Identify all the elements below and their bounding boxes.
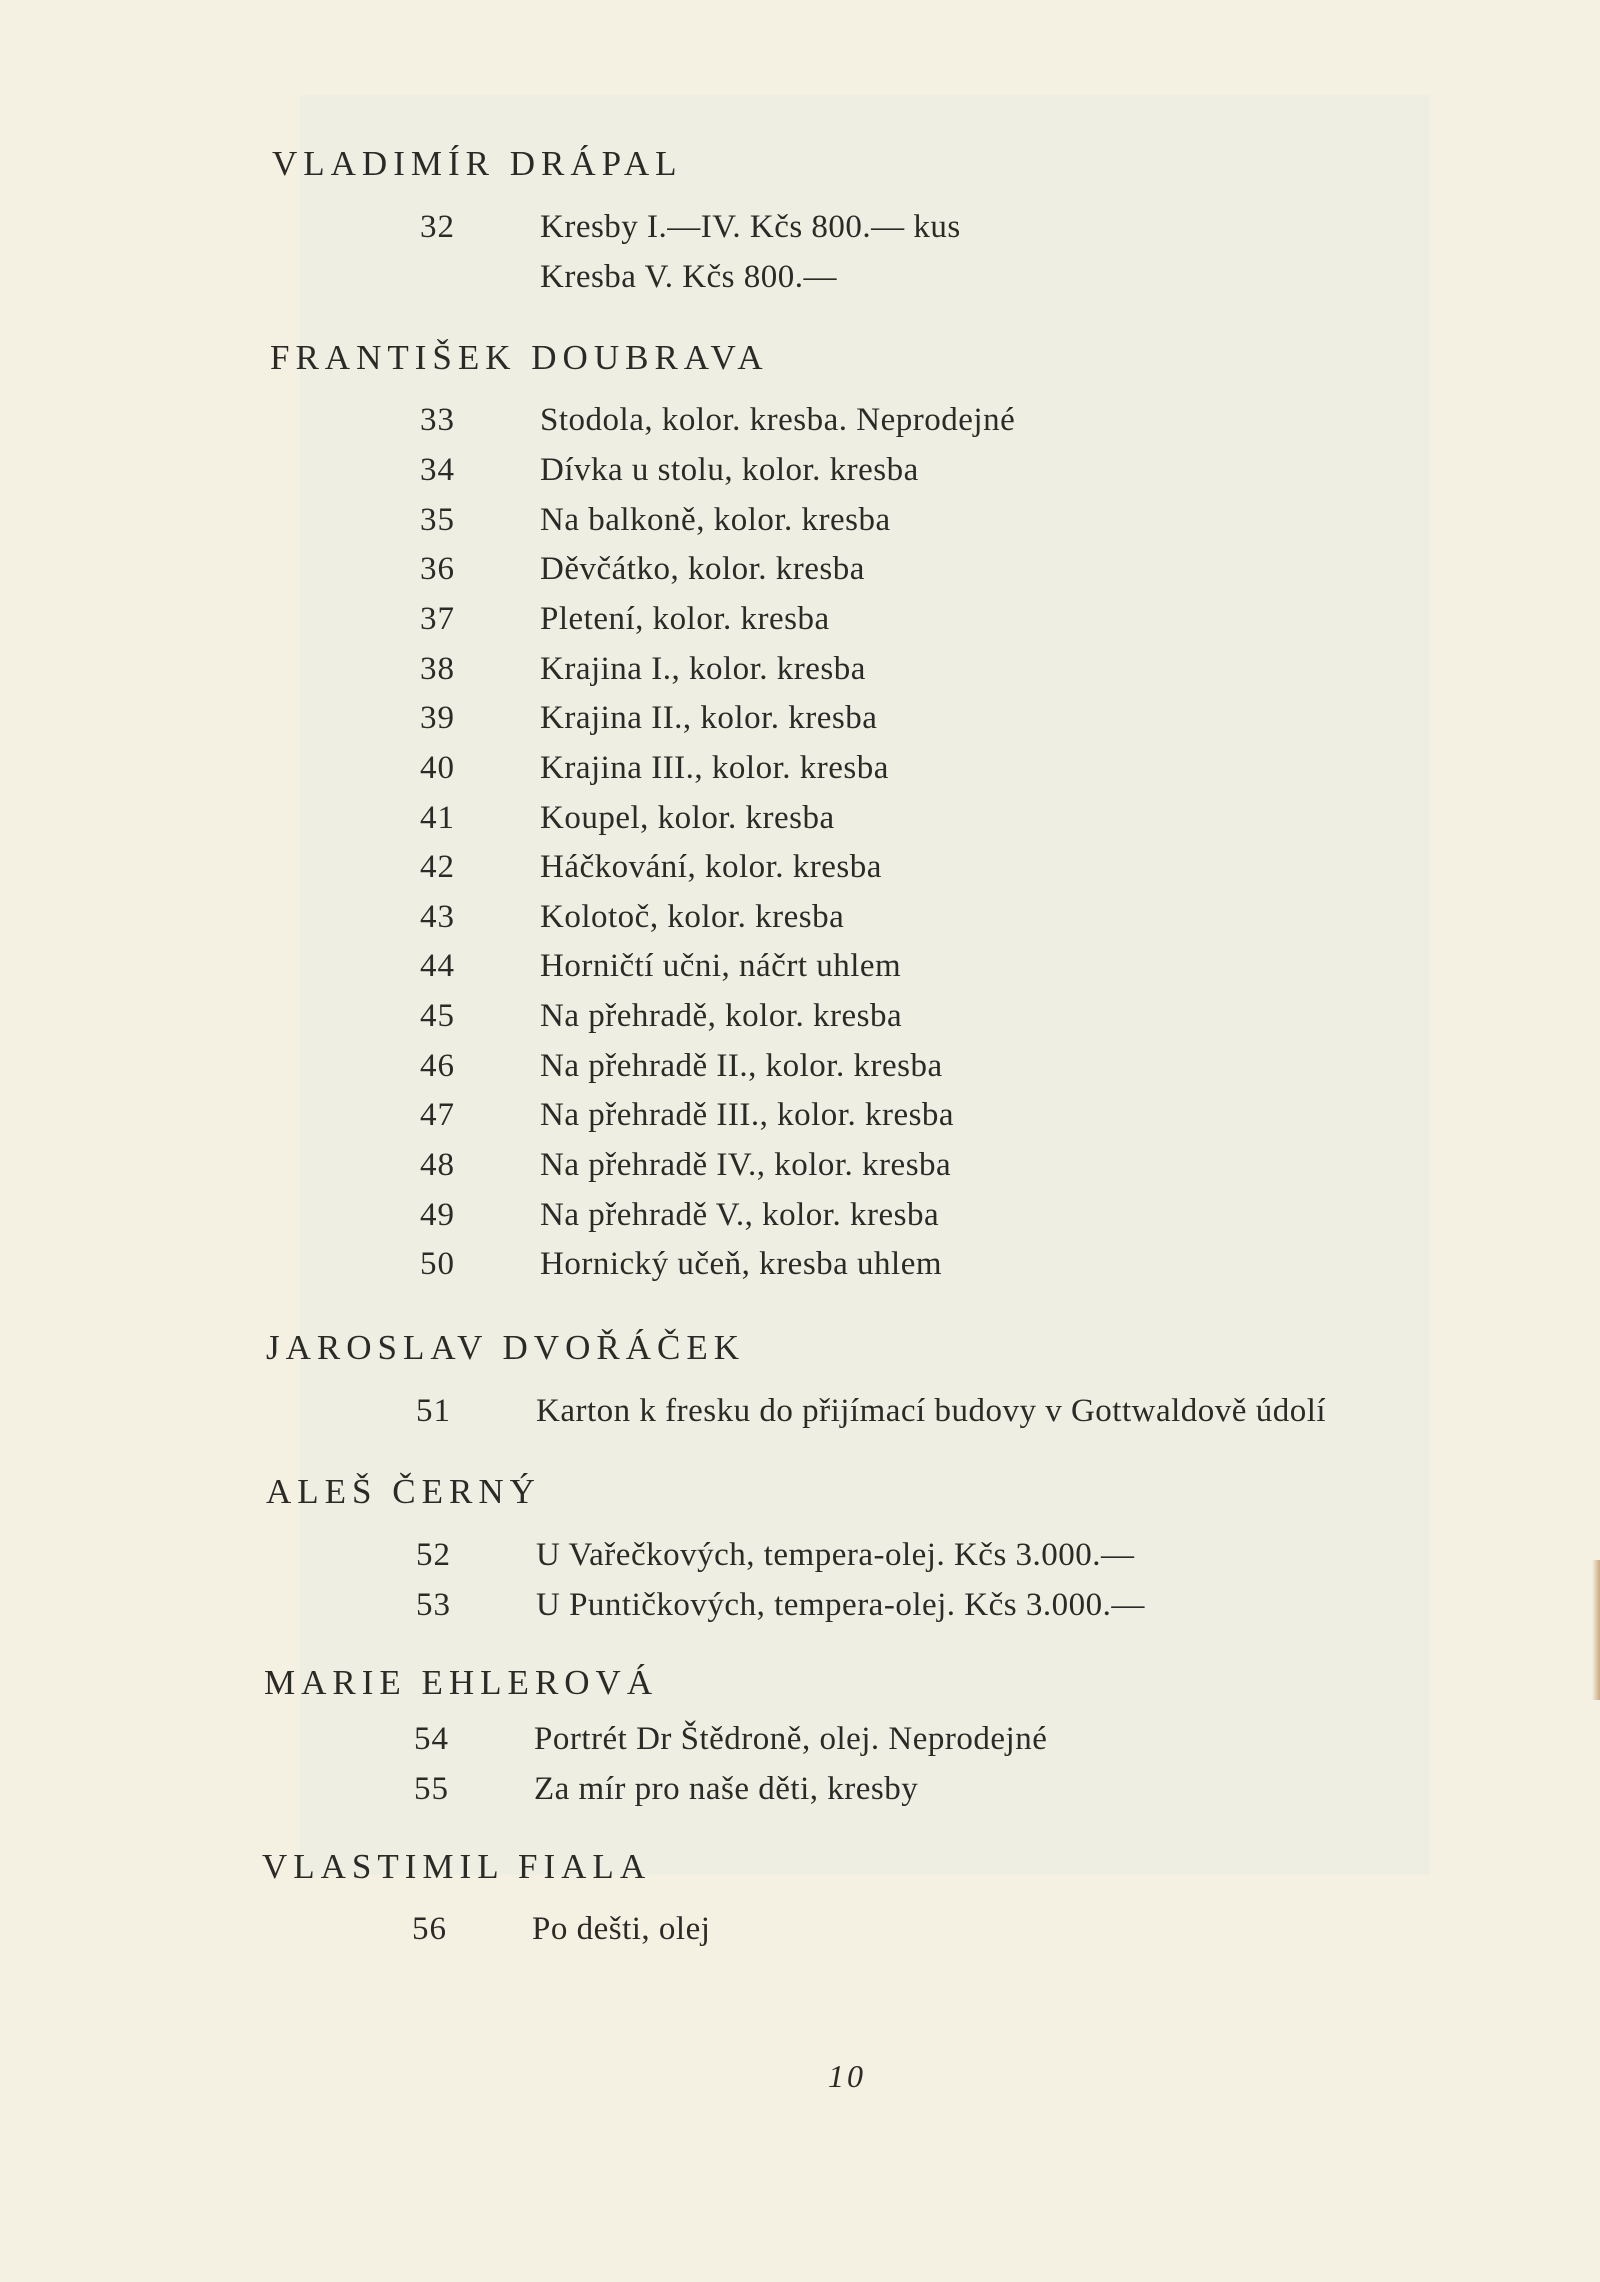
entry-title: Po dešti, olej	[532, 1911, 711, 1947]
artist-name: VLASTIMIL FIALA	[262, 1847, 652, 1886]
entry-title: Kresby I.—IV. Kčs 800.— kus	[540, 209, 961, 245]
entry-title: Krajina III., kolor. kresba	[540, 750, 889, 786]
artist-name: ALEŠ ČERNÝ	[266, 1472, 541, 1511]
entry-number: 40	[420, 750, 455, 786]
entry-title: Na přehradě, kolor. kresba	[540, 998, 903, 1034]
artist-name: FRANTIŠEK DOUBRAVA	[270, 338, 769, 377]
entry-title: Dívka u stolu, kolor. kresba	[540, 452, 919, 488]
edge-stain	[1592, 1560, 1600, 1700]
entry-number: 42	[420, 849, 455, 885]
entry-number: 49	[420, 1197, 455, 1233]
entry-number: 32	[420, 209, 455, 245]
entry-number: 47	[420, 1097, 455, 1133]
entry-number: 56	[412, 1911, 447, 1947]
entry-title: Hornický učeň, kresba uhlem	[540, 1246, 943, 1282]
entry-number: 39	[420, 700, 455, 736]
entry-title: Portrét Dr Štědroně, olej. Neprodejné	[534, 1721, 1048, 1757]
entry-number: 51	[416, 1393, 451, 1429]
entry-number: 55	[414, 1771, 449, 1807]
entry-title: U Vařečkových, tempera-olej. Kčs 3.000.—	[536, 1537, 1135, 1573]
artist-name: JAROSLAV DVOŘÁČEK	[266, 1328, 745, 1367]
entry-title: Na přehradě III., kolor. kresba	[540, 1097, 955, 1133]
entry-title: Na balkoně, kolor. kresba	[540, 502, 891, 538]
entry-title: Na přehradě IV., kolor. kresba	[540, 1147, 952, 1183]
entry-title: Koupel, kolor. kresba	[540, 800, 835, 836]
entry-number: 41	[420, 800, 455, 836]
entry-title: Krajina I., kolor. kresba	[540, 651, 866, 687]
entry-number: 37	[420, 601, 455, 637]
entry-title: Karton k fresku do přijímací budovy v Gottwaldově údolí	[536, 1393, 1327, 1429]
entry-number: 50	[420, 1246, 455, 1282]
artist-name: VLADIMÍR DRÁPAL	[272, 144, 683, 183]
entry-number: 54	[414, 1721, 449, 1757]
entry-number: 36	[420, 551, 455, 587]
entry-number: 35	[420, 502, 455, 538]
entry-number: 52	[416, 1537, 451, 1573]
entry-number: 53	[416, 1587, 451, 1623]
entry-title: Háčkování, kolor. kresba	[540, 849, 882, 885]
entry-number: 43	[420, 899, 455, 935]
page-number: 10	[828, 2058, 866, 2094]
entry-number: 34	[420, 452, 455, 488]
entry-number: 45	[420, 998, 455, 1034]
entry-title: Na přehradě II., kolor. kresba	[540, 1048, 943, 1084]
artist-name: MARIE EHLEROVÁ	[264, 1663, 659, 1702]
entry-number: 48	[420, 1147, 455, 1183]
entry-title: Kresba V. Kčs 800.—	[540, 259, 838, 295]
entry-title: Kolotoč, kolor. kresba	[540, 899, 845, 935]
entry-title: Děvčátko, kolor. kresba	[540, 551, 865, 587]
entry-title: Krajina II., kolor. kresba	[540, 700, 878, 736]
entry-title: Za mír pro naše děti, kresby	[534, 1771, 919, 1807]
entry-title: Na přehradě V., kolor. kresba	[540, 1197, 940, 1233]
entry-number: 33	[420, 402, 455, 438]
entry-title: U Puntičkových, tempera-olej. Kčs 3.000.—	[536, 1587, 1145, 1623]
entry-title: Horničtí učni, náčrt uhlem	[540, 948, 902, 984]
entry-title: Pletení, kolor. kresba	[540, 601, 830, 637]
entry-number: 38	[420, 651, 455, 687]
entry-number: 46	[420, 1048, 455, 1084]
entry-number: 44	[420, 948, 455, 984]
entry-title: Stodola, kolor. kresba. Neprodejné	[540, 402, 1016, 438]
